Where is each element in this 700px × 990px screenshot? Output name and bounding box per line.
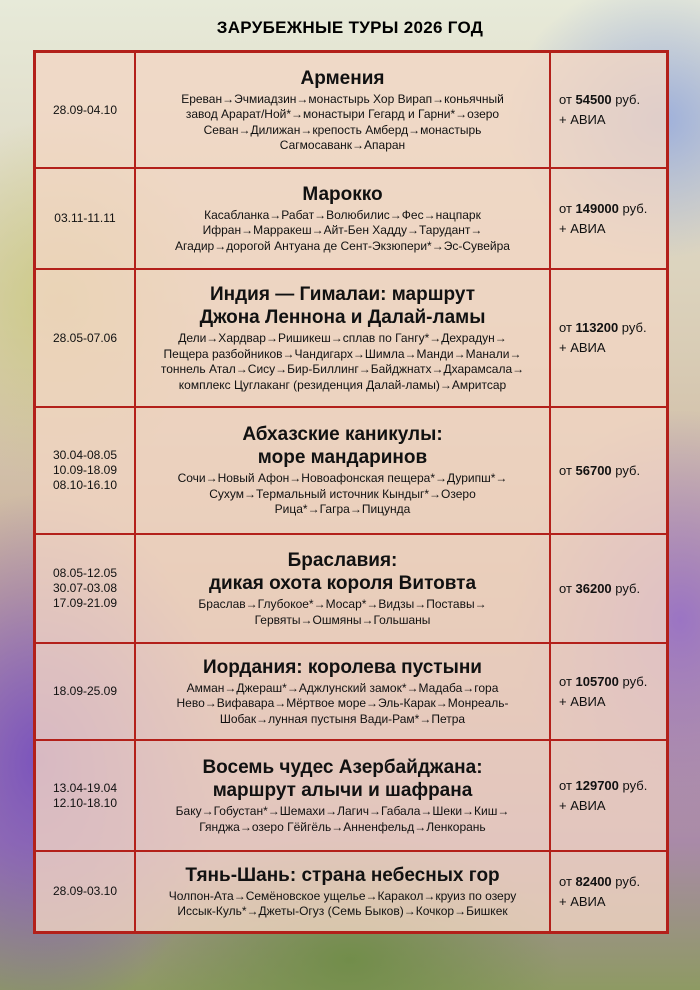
price-value: 129700: [575, 777, 619, 793]
tour-row: [36, 169, 666, 270]
tour-date: 13.04-19.04: [52, 780, 118, 795]
tour-route: [181, 92, 504, 154]
tour-route: [175, 208, 510, 255]
tour-name-line: Индия — Гималаи: маршрут: [209, 284, 476, 305]
tour-dates: [36, 644, 136, 739]
tour-dates: [36, 535, 136, 642]
price-extra: + АВИА: [559, 797, 606, 813]
tour-name: [203, 656, 482, 679]
tour-info: [136, 535, 551, 642]
price-line: [559, 776, 647, 796]
price-suffix: руб.: [618, 320, 647, 335]
tour-route-line: Дели→Хардвар→Ришикеш→сплав по Гангу*→Дехрадун→: [178, 331, 507, 345]
tour-route: [169, 889, 517, 920]
tour-name: [242, 423, 442, 469]
tour-date: 17.09-21.09: [52, 596, 118, 610]
price-prefix: от: [559, 92, 576, 107]
tour-date: 30.07-03.08: [52, 581, 118, 595]
tour-row: [36, 644, 666, 741]
tour-date: 08.10-16.10: [52, 478, 118, 492]
tour-name-line: маршрут алычи и шафрана: [212, 780, 473, 801]
tour-name: [301, 67, 385, 90]
tour-route-line: Шобак→лунная пустыня Вади-Рам*→Петра: [219, 711, 466, 726]
tour-dates: [36, 408, 136, 533]
tour-date: 28.09-03.10: [52, 884, 118, 898]
tour-name-line: море мандаринов: [257, 447, 428, 469]
tour-route-line: комплекс Цуглаканг (резиденция Далай-ламы)→Амритсар: [178, 377, 507, 392]
tour-price: [551, 408, 666, 533]
tour-route-line: Ифран→Марракеш→Айт-Бен Хадду→Тарудант→: [202, 223, 483, 238]
price-line: [559, 199, 647, 219]
tour-name-line: Браславия:: [287, 550, 398, 571]
tour-route-line: Сухум→Термальный источник Кындыг*→Озеро: [209, 486, 476, 501]
tour-name: [202, 756, 482, 802]
tour-row: [36, 852, 666, 931]
tour-price: [551, 535, 666, 642]
price-suffix: руб.: [611, 873, 641, 889]
price-value: 82400: [575, 873, 612, 889]
tour-date: 03.11-11.11: [54, 211, 116, 225]
tour-name-line: Армения: [300, 67, 385, 89]
tour-route-line: Гянджа→озеро Гёйгёль→Анненфельд→Ленкорань: [199, 819, 486, 834]
tour-date: 08.05-12.05: [52, 566, 118, 580]
price-suffix: руб.: [611, 92, 641, 107]
price-line: [559, 318, 647, 338]
price-value: 105700: [575, 673, 619, 689]
tour-date: 28.05-07.06: [52, 330, 118, 345]
tour-route: [178, 471, 508, 518]
price-extra: + АВИА: [559, 220, 606, 236]
tour-name: [185, 864, 499, 887]
tour-route-line: Ереван→Эчмиадзин→монастырь Хор Вирап→коньячный: [181, 91, 504, 106]
price-extra: + АВИА: [559, 340, 606, 355]
tour-name-line: дикая охота короля Витовта: [208, 573, 477, 594]
tour-date: 18.09-25.09: [52, 684, 118, 698]
tour-date: 12.10-18.10: [52, 795, 118, 810]
page-title: ЗАРУБЕЖНЫЕ ТУРЫ 2026 ГОД: [216, 18, 484, 37]
tour-price: [551, 644, 666, 739]
tour-info: [136, 53, 551, 167]
tour-route-line: завод Арарат/Ной*→монастыри Гегард и Гарни*→озеро: [185, 107, 500, 121]
price-prefix: от: [559, 200, 576, 216]
price-value: 149000: [575, 200, 619, 216]
tour-row: [36, 270, 666, 408]
tour-info: [136, 644, 551, 739]
tour-route-line: Пещера разбойников→Чандигарх→Шимла→Манди→Манали→: [163, 346, 522, 361]
tour-row: [36, 741, 666, 852]
tour-dates: [36, 741, 136, 850]
tour-row: [36, 53, 666, 169]
tour-info: [136, 270, 551, 406]
tour-date: 28.09-04.10: [52, 102, 118, 117]
tour-name-line: Восемь чудес Азербайджана:: [202, 757, 483, 778]
price-line: [559, 672, 647, 692]
price-value: 56700: [575, 462, 612, 478]
tour-route-line: тоннель Атал→Сису→Бир-Биллинг→Байджнатх→Дхарамсала→: [160, 362, 525, 376]
tour-price: [551, 53, 666, 167]
tour-route-line: Иссык-Куль*→Джеты-Огуз (Семь Быков)→Кочкор→Бишкек: [177, 904, 508, 918]
price-prefix: от: [559, 320, 576, 335]
price-line: [559, 872, 640, 892]
tour-name-line: Абхазские каникулы:: [242, 424, 443, 446]
tour-route-line: Сагмосаванк→Апаран: [279, 138, 406, 152]
price-suffix: руб.: [611, 580, 641, 596]
tour-info: [136, 408, 551, 533]
tour-name-line: Иордания: королева пустыни: [203, 656, 482, 678]
tour-row: [36, 408, 666, 535]
tour-route-line: Баку→Гобустан*→Шемахи→Лагич→Габала→Шеки→Киш→: [175, 804, 510, 818]
tour-info: [136, 169, 551, 268]
tour-route: [161, 331, 524, 393]
price-prefix: от: [559, 873, 576, 889]
tour-route-line: Амман→Джераш*→Аджлунский замок*→Мадаба→гора: [186, 680, 499, 695]
price-prefix: от: [559, 580, 576, 596]
tour-price: [551, 169, 666, 268]
tour-name: [209, 549, 476, 595]
price-value: 36200: [575, 580, 612, 596]
tour-price: [551, 270, 666, 406]
price-suffix: руб.: [618, 777, 648, 793]
price-prefix: от: [559, 462, 576, 478]
price-suffix: руб.: [618, 200, 648, 216]
tour-route: [176, 804, 510, 835]
tour-date: 30.04-08.05: [52, 448, 118, 462]
tour-dates: [36, 169, 136, 268]
tour-name-line: Марокко: [302, 183, 383, 205]
tours-table: [33, 50, 669, 934]
price-prefix: от: [559, 673, 576, 689]
tour-route-line: Гервяты→Ошмяны→Гольшаны: [254, 612, 431, 627]
tour-price: [551, 741, 666, 850]
tour-route-line: Рица*→Гагра→Пицунда: [274, 502, 411, 517]
tour-route: [198, 597, 486, 628]
tour-route: [177, 681, 509, 728]
price-extra: + АВИА: [559, 112, 606, 127]
tour-route-line: Чолпон-Ата→Семёновское ущелье→Каракол→круиз по озеру: [168, 888, 517, 903]
tour-route-line: Агадир→дорогой Антуана де Сент-Экзюпери*→Эс-Сувейра: [175, 238, 510, 253]
tour-route-line: Сочи→Новый Афон→Новоафонская пещера*→Дурипш*→: [177, 471, 508, 486]
price-extra: + АВИА: [559, 693, 606, 709]
price-suffix: руб.: [618, 673, 648, 689]
tour-date: 10.09-18.09: [52, 463, 118, 477]
tour-route-line: Браслав→Глубокое*→Мосар*→Видзы→Поставы→: [198, 597, 487, 611]
tour-route-line: Нево→Вифавара→Мёртвое море→Эль-Карак→Монреаль-: [176, 696, 509, 711]
tour-name-line: Джона Леннона и Далай-ламы: [199, 307, 486, 328]
price-line: [559, 461, 640, 481]
price-line: [559, 90, 640, 110]
tour-dates: [36, 270, 136, 406]
price-suffix: руб.: [611, 462, 641, 478]
tour-row: [36, 535, 666, 644]
price-value: 54500: [575, 92, 612, 107]
price-line: [559, 579, 640, 599]
tour-info: [136, 852, 551, 931]
tour-dates: [36, 53, 136, 167]
tour-name-line: Тянь-Шань: страна небесных гор: [185, 864, 500, 886]
tour-dates: [36, 852, 136, 931]
tour-route-line: Касабланка→Рабат→Волюбилис→Фес→нацпарк: [204, 207, 481, 222]
tour-route-line: Севан→Дилижан→крепость Амберд→монастырь: [203, 122, 482, 137]
tour-info: [136, 741, 551, 850]
tour-name: [200, 283, 486, 329]
price-prefix: от: [559, 777, 576, 793]
tour-price: [551, 852, 666, 931]
price-extra: + АВИА: [559, 893, 606, 909]
price-value: 113200: [575, 320, 619, 335]
tour-name: [302, 183, 382, 206]
